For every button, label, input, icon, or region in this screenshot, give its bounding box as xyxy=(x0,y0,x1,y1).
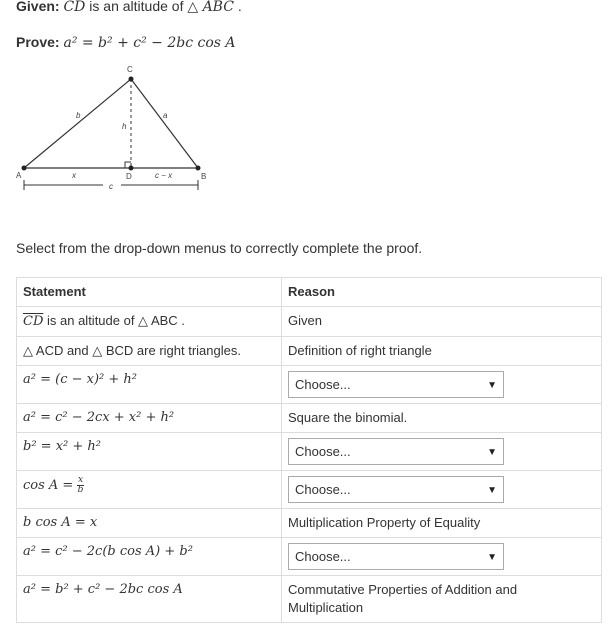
label-c-minus-x: c − x xyxy=(155,171,173,180)
caret-down-icon: ▼ xyxy=(487,380,497,391)
triangle-diagram xyxy=(10,62,220,202)
statement-cell: b² = x² + h² xyxy=(17,433,282,471)
label-side-c: c xyxy=(109,182,113,191)
statement-cell: a² = (c − x)² + h² xyxy=(17,366,282,404)
reason-dropdown[interactable] xyxy=(288,543,504,570)
header-statement: Statement xyxy=(17,278,282,307)
reason-cell xyxy=(282,433,602,471)
given-label: Given: xyxy=(16,0,60,14)
reason-cell: Square the binomial. xyxy=(282,404,602,433)
dropdown-value: Choose... xyxy=(295,377,351,392)
point-d-dot xyxy=(129,166,134,171)
prove-label: Prove: xyxy=(16,34,60,50)
statement-cell: a² = c² − 2c(b cos A) + b² xyxy=(17,538,282,576)
caret-down-icon: ▼ xyxy=(487,552,497,563)
table-row xyxy=(17,433,602,471)
statement-suffix: is an altitude of △ ABC . xyxy=(47,313,185,328)
label-b-vertex: B xyxy=(201,172,207,181)
header-reason: Reason xyxy=(282,278,602,307)
statement-cell: a² = b² + c² − 2bc cos A xyxy=(17,576,282,623)
dropdown-value: Choose... xyxy=(295,444,351,459)
table-row xyxy=(17,307,602,337)
point-a-dot xyxy=(22,166,27,171)
table-row xyxy=(17,404,602,433)
proof-table xyxy=(16,277,602,623)
given-text: is an altitude of xyxy=(89,0,184,14)
table-row xyxy=(17,538,602,576)
dropdown-value: Choose... xyxy=(295,549,351,564)
given-segment: $\overline{CD}$ xyxy=(63,0,86,15)
dropdown-value: Choose... xyxy=(295,482,351,497)
label-height: h xyxy=(122,122,127,131)
label-d-point: D xyxy=(126,172,132,181)
table-row xyxy=(17,471,602,509)
label-c-vertex: C xyxy=(127,65,133,74)
reason-dropdown[interactable] xyxy=(288,371,504,398)
reason-cell: Commutative Properties of Addition and Multiplication xyxy=(282,576,602,623)
reason-cell: Multiplication Property of Equality xyxy=(282,509,602,538)
statement-cell xyxy=(17,307,282,337)
reason-cell xyxy=(282,471,602,509)
reason-dropdown[interactable] xyxy=(288,476,504,503)
side-a-line xyxy=(131,79,198,168)
given-period: . xyxy=(237,0,242,14)
label-x: x xyxy=(72,171,76,180)
given-line xyxy=(16,0,242,15)
table-row xyxy=(17,509,602,538)
table-row xyxy=(17,576,602,623)
reason-cell: Definition of right triangle xyxy=(282,337,602,366)
instructions-text: Select from the drop-down menus to correctly complete the proof. xyxy=(16,240,423,256)
prove-line xyxy=(16,34,236,51)
statement-text: cos A = xyxy=(23,478,74,493)
caret-down-icon: ▼ xyxy=(487,485,497,496)
table-row xyxy=(17,337,602,366)
point-b-dot xyxy=(196,166,201,171)
reason-cell: Given xyxy=(282,307,602,337)
given-triangle: △ ABC xyxy=(187,0,234,15)
reason-cell xyxy=(282,366,602,404)
statement-segment: $\overline{CD}$ xyxy=(23,314,44,329)
statement-cell: b cos A = x xyxy=(17,509,282,538)
table-row xyxy=(17,366,602,404)
reason-dropdown[interactable] xyxy=(288,438,504,465)
statement-cell: a² = c² − 2cx + x² + h² xyxy=(17,404,282,433)
prove-equation: a² = b² + c² − 2bc cos A xyxy=(63,35,236,51)
statement-cell: △ ACD and △ BCD are right triangles. xyxy=(17,337,282,366)
point-c-dot xyxy=(129,77,134,82)
label-a-vertex: A xyxy=(16,171,22,180)
label-side-a: a xyxy=(163,111,168,120)
fraction-denominator: b xyxy=(77,485,84,496)
header-row xyxy=(17,278,602,307)
label-side-b: b xyxy=(76,111,81,120)
reason-cell xyxy=(282,538,602,576)
caret-down-icon: ▼ xyxy=(487,447,497,458)
statement-cell xyxy=(17,471,282,509)
side-b-line xyxy=(24,79,131,168)
fraction xyxy=(77,476,84,495)
fraction-numerator: x xyxy=(77,475,84,486)
